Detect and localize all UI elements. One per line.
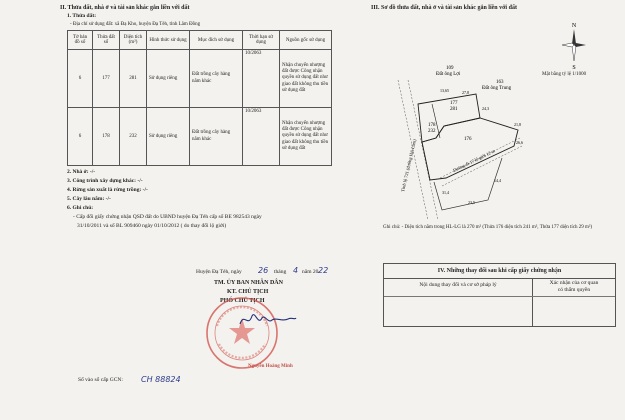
parcel-176-label: 176 [464,137,472,142]
dim-8: 31,4 [442,190,449,195]
parcel-178-label: 178 [428,123,436,128]
cell-purpose-text: Đất trồng cây hàng năm khác [192,72,231,84]
dim-7: 23,5 [468,200,475,205]
cell-usage-form: Sử dụng riêng [147,50,190,108]
dim-5: 26,6 [516,140,523,145]
land-address: - Địa chỉ sử dụng đất: xã Đạ Kho, huyện Đạ Tẻh, tỉnh Lâm Đồng [70,22,201,27]
date-year: 22 [318,266,329,275]
cell-origin-text: Nhận chuyển nhượng đất được Công nhận quyền sử dụng đất như giao đất không thu tiền sử dụng đất [282,120,329,151]
handwritten-signature [238,308,298,330]
parcel-177-label: 177 [450,101,458,106]
compass-north: N [571,23,577,29]
construction-line: 3. Công trình xây dựng khác: -/- [67,178,143,184]
date-prefix: Huyện Đạ Tẻh, ngày [196,269,242,275]
date-month-label: tháng [274,269,287,275]
cell-origin [280,108,332,166]
registry-label: Số vào sổ cấp GCN: [78,377,123,383]
cell-area: 232 [120,108,147,166]
cell-term: 10/2063 [243,50,280,108]
changes-col-confirm-2: có thẩm quyền [557,287,591,293]
road-bottom-label: Đường đi 17 lộ giới 12 m [452,148,496,173]
parcel-178-area: 232 [428,129,436,134]
compass-south: S [572,65,576,70]
perennial-line: 5. Cây lâu năm: -/- [67,196,111,202]
table-header-row [68,31,332,50]
land-table [67,30,332,166]
forest-line: 4. Rừng sản xuất là rừng trồng: -/- [67,187,148,193]
date-year-label: năm 20 [302,269,319,275]
cell-purpose-text: Đất trồng cây hàng năm khác [192,130,231,142]
note-line-1: - Cấp đổi giấy chứng nhận QSD đất do UBND huyện Đạ Tẻh cấp số BE 982543 ngày [73,214,262,220]
col-header-term: Thời hạn sử dụng [243,31,280,50]
owner-top: Đất ông Lợi [436,72,461,77]
section3-title: III. Sơ đồ thửa đất, nhà ở và tài sản khác gắn liền với đất [371,5,517,11]
changes-col-confirm-1: Xác nhận của cơ quan [549,280,599,286]
col-header-parcel: Thửa đất số [93,31,120,50]
parcel-right-number: 163 [496,80,504,85]
owner-right: Đất ông Trung [482,86,512,91]
house-line: 2. Nhà ở: -/- [67,169,96,175]
dim-4: 21,8 [514,122,521,127]
cell-purpose [190,50,243,108]
sign-role-2: PHÓ CHỦ TỊCH [220,298,265,304]
cell-origin [280,50,332,108]
dim-3: 24,3 [482,106,489,111]
table-row [68,50,332,108]
col-header-area: Diện tích (m²) [120,31,147,50]
col-header-purpose: Mục đích sử dụng [190,31,243,50]
dim-1: 13,65 [440,88,449,93]
col-header-origin: Nguồn gốc sử dụng [280,31,332,50]
signer-name: Nguyễn Hoàng Minh [248,364,293,369]
col-header-map-sheet: Tờ bản đồ số [68,31,93,50]
cell-map-sheet: 6 [68,50,93,108]
date-day: 26 [258,266,269,275]
cell-parcel: 178 [93,108,120,166]
land-heading: 1. Thửa đất: [67,13,97,19]
parcel-top-number: 109 [446,66,454,71]
sign-org: TM. ỦY BAN NHÂN DÂN [214,280,283,286]
cell-origin-text: Nhận chuyển nhượng đất được Công nhận quyền sử dụng đất như giao đất không thu tiền sử dụng đất [282,62,329,93]
map-scale: Mặt bằng tỷ lệ 1/1000 [542,72,587,77]
parcel-177-area: 281 [450,107,458,112]
note-line-2: 31/10/2011 và số BL 909460 ngày 01/10/2012 ( do thay đổi lộ giới) [77,223,227,229]
parcel-diagram [370,60,610,220]
cell-usage-form: Sử dụng riêng [147,108,190,166]
date-month: 4 [293,266,299,275]
road-left-label: Tỉnh lộ 721 (đường Hải Lâm) [400,138,418,193]
cell-parcel: 177 [93,50,120,108]
cell-map-sheet: 6 [68,108,93,166]
cell-area: 281 [120,50,147,108]
section4-title: IV. Những thay đổi sau khi cấp giấy chứng nhận [384,264,615,279]
cell-term: 10/2063 [243,108,280,166]
notes-heading: 6. Ghi chú: [67,205,94,211]
dim-2: 27,8 [462,90,469,95]
cell-purpose [190,108,243,166]
registry-value: CH 88824 [141,375,181,384]
table-row [68,108,332,166]
dim-6: 14,4 [494,178,501,183]
map-note: Ghi chú: - Diện tích nằm trong HL-LG là 270 m² (Thửa 176 diện tích 241 m², Thửa 177 diện tích 29 m²) [383,225,593,230]
changes-table [383,263,616,327]
section2-title: II. Thửa đất, nhà ở và tài sản khác gắn liền với đất [60,5,190,11]
sign-role-1: KT. CHỦ TỊCH [227,289,269,295]
changes-col-content: Nội dung thay đổi và cơ sở pháp lý [419,282,497,288]
col-header-usage-form: Hình thức sử dụng [147,31,190,50]
